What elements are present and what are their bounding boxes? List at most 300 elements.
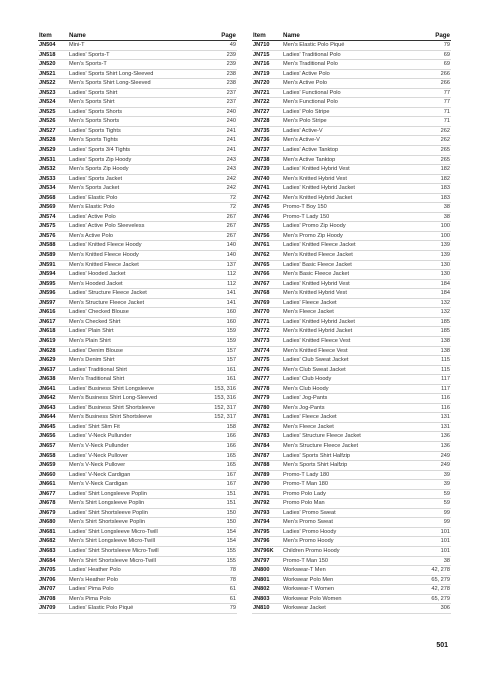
page-ref: 262: [421, 126, 451, 136]
item-name: Children Promo Hoody: [282, 546, 421, 556]
item-code: JN576: [38, 231, 68, 241]
item-name: Ladies' Knitted Hybrid Vest: [282, 279, 421, 289]
item-name: Ladies' Traditional Shirt: [68, 365, 207, 375]
item-code: JN705: [38, 566, 68, 576]
item-name: Ladies' Fleece Jacket: [282, 413, 421, 423]
header-item: Item: [38, 30, 68, 41]
page-ref: 160: [207, 308, 237, 318]
item-code: JN787: [252, 451, 282, 461]
page-ref: 117: [421, 384, 451, 394]
item-name: Men's V-Neck Pullover: [68, 461, 207, 471]
item-name: Men's Sports Jacket: [68, 184, 207, 194]
table-row: [38, 422, 237, 432]
table-row: [252, 203, 451, 213]
item-name: Men's Club Sweat Jacket: [282, 365, 421, 375]
page-ref: 151: [207, 499, 237, 509]
item-code: JN629: [38, 356, 68, 366]
page-ref: 138: [421, 336, 451, 346]
item-name: Men's Active Polo: [68, 231, 207, 241]
page-ref: 71: [421, 107, 451, 117]
item-name: Ladies' Elastic Polo Piqué: [68, 604, 207, 614]
table-row: [38, 184, 237, 194]
item-name: Ladies' Heather Polo: [68, 566, 207, 576]
item-name: Men's Promo Hoody: [282, 537, 421, 547]
item-name: Men's Sports Shorts: [68, 117, 207, 127]
table-row: [38, 403, 237, 413]
table-row: [252, 537, 451, 547]
item-code: JN771: [252, 317, 282, 327]
item-code: JN762: [252, 251, 282, 261]
item-code: JN645: [38, 422, 68, 432]
item-code: JN528: [38, 136, 68, 146]
item-code: JN657: [38, 441, 68, 451]
page-ref: 116: [421, 394, 451, 404]
item-name: Ladies' Sports Zip Hoody: [68, 155, 207, 165]
header-page: Page: [207, 30, 237, 41]
table-row: [252, 365, 451, 375]
table-row: [38, 575, 237, 585]
item-name: Ladies' Promo Hoody: [282, 527, 421, 537]
page-ref: 77: [421, 98, 451, 108]
page-ref: 61: [207, 594, 237, 604]
item-name: Men's Hooded Jacket: [68, 279, 207, 289]
page-ref: 130: [421, 270, 451, 280]
page-ref: 238: [207, 69, 237, 79]
page-ref: 100: [421, 222, 451, 232]
item-code: JN591: [38, 260, 68, 270]
table-row: [38, 317, 237, 327]
table-row: [38, 480, 237, 490]
page-ref: 249: [421, 461, 451, 471]
page-ref: 141: [207, 298, 237, 308]
table-row: [38, 79, 237, 89]
item-code: JN641: [38, 384, 68, 394]
page-ref: 182: [421, 174, 451, 184]
page-ref: 152, 317: [207, 413, 237, 423]
item-code: JN527: [38, 126, 68, 136]
item-name: Ladies' Promo Zip Hoody: [282, 222, 421, 232]
table-row: [38, 441, 237, 451]
item-name: Men's Elastic Polo Piqué: [282, 41, 421, 51]
item-name: Ladies' Pima Polo: [68, 585, 207, 595]
item-name: Men's Sports-T: [68, 60, 207, 70]
table-row: [38, 308, 237, 318]
header-page: Page: [421, 30, 451, 41]
item-code: JN775: [252, 356, 282, 366]
table-row: [252, 566, 451, 576]
item-code: JN802: [252, 585, 282, 595]
item-code: JN742: [252, 193, 282, 203]
table-row: [38, 384, 237, 394]
table-row: [38, 356, 237, 366]
item-name: Men's Basic Fleece Jacket: [282, 270, 421, 280]
table-row: [38, 489, 237, 499]
table-row: [252, 336, 451, 346]
item-code: JN739: [252, 165, 282, 175]
item-code: JN504: [38, 41, 68, 51]
table-row: [252, 375, 451, 385]
table-row: [38, 270, 237, 280]
item-code: JN794: [252, 518, 282, 528]
item-code: JN756: [252, 231, 282, 241]
table-row: [38, 604, 237, 614]
table-row: [252, 212, 451, 222]
page-ref: 153, 316: [207, 394, 237, 404]
page-ref: 101: [421, 546, 451, 556]
item-name: Ladies' Active-V: [282, 126, 421, 136]
item-name: Men's Active-V: [282, 136, 421, 146]
item-code: JN616: [38, 308, 68, 318]
item-name: Ladies' Structure Fleece Jacket: [282, 432, 421, 442]
item-name: Ladies' Polo Stripe: [282, 107, 421, 117]
page-ref: 157: [207, 356, 237, 366]
page-ref: 267: [207, 231, 237, 241]
table-row: [252, 165, 451, 175]
page-ref: 79: [421, 41, 451, 51]
table-row: [38, 365, 237, 375]
table-row: [252, 88, 451, 98]
item-name: Ladies' Club Sweat Jacket: [282, 356, 421, 366]
table-row: [252, 298, 451, 308]
table-row: [252, 585, 451, 595]
page-ref: 242: [207, 184, 237, 194]
table-row: [38, 527, 237, 537]
item-code: JN740: [252, 174, 282, 184]
item-code: JN709: [38, 604, 68, 614]
item-code: JN789: [252, 470, 282, 480]
page-ref: 151: [207, 489, 237, 499]
item-code: JN780: [252, 403, 282, 413]
table-row: [252, 594, 451, 604]
item-code: JN778: [252, 384, 282, 394]
item-code: JN796: [252, 537, 282, 547]
table-row: [38, 146, 237, 156]
item-code: JN529: [38, 146, 68, 156]
item-code: JN589: [38, 251, 68, 261]
page-ref: 158: [207, 422, 237, 432]
item-code: JN518: [38, 50, 68, 60]
item-name: Men's V-Neck Pullunder: [68, 441, 207, 451]
item-name: Men's Shirt Longsleeve Micro-Twill: [68, 537, 207, 547]
page-ref: 185: [421, 317, 451, 327]
item-name: Men's Plain Shirt: [68, 336, 207, 346]
table-row: [252, 155, 451, 165]
item-name: Men's Pima Polo: [68, 594, 207, 604]
page-ref: 115: [421, 365, 451, 375]
item-code: JN737: [252, 146, 282, 156]
page-ref: 183: [421, 193, 451, 203]
table-row: [252, 184, 451, 194]
item-name: Men's Business Shirt Long-Sleeved: [68, 394, 207, 404]
table-row: [38, 212, 237, 222]
page-ref: 136: [421, 441, 451, 451]
table-row: [38, 222, 237, 232]
item-name: Ladies' Plain Shirt: [68, 327, 207, 337]
item-name: Men's Fleece Jacket: [282, 308, 421, 318]
item-code: JN707: [38, 585, 68, 595]
table-row: [252, 432, 451, 442]
page-ref: 138: [421, 346, 451, 356]
table-row: [38, 126, 237, 136]
table-row: [252, 279, 451, 289]
item-code: JN568: [38, 193, 68, 203]
item-name: Ladies' Sports Jacket: [68, 174, 207, 184]
item-code: JN618: [38, 327, 68, 337]
item-name: Men's Shirt Shortsleeve Poplin: [68, 518, 207, 528]
item-code: JN769: [252, 298, 282, 308]
table-row: [252, 604, 451, 614]
item-name: Men's Knitted Hybrid Vest: [282, 174, 421, 184]
page-ref: 139: [421, 251, 451, 261]
table-row: [38, 432, 237, 442]
item-name: Men's V-Neck Cardigan: [68, 480, 207, 490]
item-name: Ladies' Denim Blouse: [68, 346, 207, 356]
item-code: JN643: [38, 403, 68, 413]
page-ref: 166: [207, 432, 237, 442]
table-row: [252, 499, 451, 509]
table-row: [38, 518, 237, 528]
item-code: JN575: [38, 222, 68, 232]
page-ref: 150: [207, 508, 237, 518]
item-code: JN715: [252, 50, 282, 60]
table-row: [252, 556, 451, 566]
item-code: JN810: [252, 604, 282, 614]
item-name: Men's Sports Shirt Halfzip: [282, 461, 421, 471]
item-name: Men's Structure Fleece Jacket: [282, 441, 421, 451]
table-row: [252, 79, 451, 89]
item-name: Ladies' V-Neck Cardigan: [68, 470, 207, 480]
table-row: [252, 451, 451, 461]
page-ref: 265: [421, 146, 451, 156]
item-code: JN765: [252, 260, 282, 270]
table-row: [252, 546, 451, 556]
table-row: [252, 575, 451, 585]
item-name: Ladies' Club Hoody: [282, 375, 421, 385]
item-name: Workwear Jacket: [282, 604, 421, 614]
page-ref: 306: [421, 604, 451, 614]
header-name: Name: [282, 30, 421, 41]
page-ref: 99: [421, 508, 451, 518]
item-code: JN644: [38, 413, 68, 423]
item-code: JN773: [252, 336, 282, 346]
item-name: Men's Active Polo: [282, 79, 421, 89]
page-ref: 65, 279: [421, 575, 451, 585]
table-row: [38, 251, 237, 261]
page-ref: 39: [421, 470, 451, 480]
table-row: [38, 413, 237, 423]
page-ref: 154: [207, 537, 237, 547]
table-row: [38, 289, 237, 299]
item-code: JN588: [38, 241, 68, 251]
page-ref: 131: [421, 422, 451, 432]
item-code: JN574: [38, 212, 68, 222]
page-ref: 38: [421, 212, 451, 222]
item-name: Ladies' Active Polo: [282, 69, 421, 79]
item-code: JN521: [38, 69, 68, 79]
item-name: Ladies' Shirt Shortsleeve Micro-Twill: [68, 546, 207, 556]
page-ref: 72: [207, 193, 237, 203]
page-ref: 140: [207, 241, 237, 251]
page-ref: 241: [207, 136, 237, 146]
item-code: JN594: [38, 270, 68, 280]
page-ref: 161: [207, 375, 237, 385]
item-code: JN792: [252, 499, 282, 509]
page-ref: 99: [421, 518, 451, 528]
item-code: JN783: [252, 432, 282, 442]
item-code: JN791: [252, 489, 282, 499]
item-code: JN656: [38, 432, 68, 442]
item-name: Promo-T Lady 150: [282, 212, 421, 222]
page-ref: 38: [421, 203, 451, 213]
item-name: Men's Traditional Shirt: [68, 375, 207, 385]
item-code: JN782: [252, 422, 282, 432]
index-table-left: [38, 30, 237, 614]
item-code: JN795: [252, 527, 282, 537]
table-row: [38, 203, 237, 213]
table-row: [252, 231, 451, 241]
item-code: JN776: [252, 365, 282, 375]
item-code: JN777: [252, 375, 282, 385]
page-ref: 49: [207, 41, 237, 51]
item-name: Men's Knitted Hybrid Jacket: [282, 193, 421, 203]
page-ref: 65, 279: [421, 594, 451, 604]
page-ref: 184: [421, 279, 451, 289]
page-ref: 116: [421, 403, 451, 413]
item-name: Men's Sports Shirt Long-Sleeved: [68, 79, 207, 89]
page-ref: 115: [421, 356, 451, 366]
item-code: JN682: [38, 537, 68, 547]
page-ref: 136: [421, 432, 451, 442]
page-ref: 78: [207, 566, 237, 576]
page-ref: 101: [421, 527, 451, 537]
table-row: [38, 470, 237, 480]
item-name: Ladies' Traditional Polo: [282, 50, 421, 60]
item-name: Men's Active Tanktop: [282, 155, 421, 165]
table-row: [38, 69, 237, 79]
item-name: Men's Knitted Fleece Vest: [282, 346, 421, 356]
item-name: Ladies' Sports Shirt Long-Sleeved: [68, 69, 207, 79]
item-code: JN741: [252, 184, 282, 194]
table-row: [252, 41, 451, 51]
item-name: Men's Knitted Fleece Jacket: [282, 251, 421, 261]
page-ref: 137: [207, 260, 237, 270]
item-name: Ladies' Fleece Jacket: [282, 298, 421, 308]
item-code: JN681: [38, 527, 68, 537]
item-code: JN680: [38, 518, 68, 528]
item-code: JN524: [38, 98, 68, 108]
page-ref: 100: [421, 231, 451, 241]
table-row: [252, 60, 451, 70]
page-ref: 155: [207, 546, 237, 556]
item-code: JN533: [38, 174, 68, 184]
page-ref: 167: [207, 480, 237, 490]
table-row: [252, 461, 451, 471]
page-ref: 159: [207, 336, 237, 346]
page-ref: 155: [207, 556, 237, 566]
item-name: Men's Knitted Fleece Jacket: [68, 260, 207, 270]
item-name: Ladies' Structure Fleece Jacket: [68, 289, 207, 299]
item-code: JN796K: [252, 546, 282, 556]
table-row: [38, 174, 237, 184]
item-code: JN738: [252, 155, 282, 165]
index-table-right: [252, 30, 451, 614]
item-code: JN532: [38, 165, 68, 175]
table-row: [38, 298, 237, 308]
page-ref: 267: [207, 222, 237, 232]
item-code: JN534: [38, 184, 68, 194]
item-name: Ladies' Functional Polo: [282, 88, 421, 98]
item-name: Ladies' Shirt Slim Fit: [68, 422, 207, 432]
table-row: [38, 107, 237, 117]
page-ref: 183: [421, 184, 451, 194]
item-code: JN781: [252, 413, 282, 423]
item-name: Men's Shirt Shortsleeve Micro-Twill: [68, 556, 207, 566]
table-row: [38, 193, 237, 203]
page-ref: 242: [207, 174, 237, 184]
page-ref: 237: [207, 88, 237, 98]
item-name: Men's Fleece Jacket: [282, 422, 421, 432]
item-name: Ladies' Business Shirt Shortsleeve: [68, 403, 207, 413]
table-row: [252, 126, 451, 136]
item-name: Men's Business Shirt Shortsleeve: [68, 413, 207, 423]
page-ref: 185: [421, 327, 451, 337]
table-row: [252, 518, 451, 528]
item-name: Ladies' Sports-T: [68, 50, 207, 60]
page-number: 501: [436, 642, 448, 649]
item-name: Workwear-T Women: [282, 585, 421, 595]
table-row: [38, 231, 237, 241]
item-code: JN683: [38, 546, 68, 556]
item-code: JN768: [252, 289, 282, 299]
item-name: Men's Elastic Polo: [68, 203, 207, 213]
table-row: [38, 60, 237, 70]
page-ref: 61: [207, 585, 237, 595]
item-name: Men's Traditional Polo: [282, 60, 421, 70]
item-name: Men's Heather Polo: [68, 575, 207, 585]
table-row: [38, 594, 237, 604]
page-ref: 266: [421, 69, 451, 79]
table-row: [252, 384, 451, 394]
item-name: Ladies' Active Polo Sleeveless: [68, 222, 207, 232]
item-code: JN728: [252, 117, 282, 127]
item-name: Promo-T Man 180: [282, 480, 421, 490]
table-row: [252, 527, 451, 537]
item-code: JN522: [38, 79, 68, 89]
item-name: Ladies' Knitted Hybrid Jacket: [282, 184, 421, 194]
item-code: JN523: [38, 88, 68, 98]
table-row: [38, 346, 237, 356]
item-code: JN736: [252, 136, 282, 146]
item-code: JN678: [38, 499, 68, 509]
table-row: [252, 117, 451, 127]
table-row: [252, 222, 451, 232]
item-code: JN722: [252, 98, 282, 108]
item-name: Ladies' Knitted Hybrid Jacket: [282, 317, 421, 327]
header-name: Name: [68, 30, 207, 41]
table-row: [252, 489, 451, 499]
item-code: JN679: [38, 508, 68, 518]
item-code: JN735: [252, 126, 282, 136]
table-row: [38, 279, 237, 289]
table-row: [252, 480, 451, 490]
item-code: JN520: [38, 60, 68, 70]
page-ref: 112: [207, 279, 237, 289]
page-ref: 243: [207, 155, 237, 165]
table-row: [38, 537, 237, 547]
item-name: Promo Polo Lady: [282, 489, 421, 499]
item-code: JN745: [252, 203, 282, 213]
table-row: [38, 155, 237, 165]
